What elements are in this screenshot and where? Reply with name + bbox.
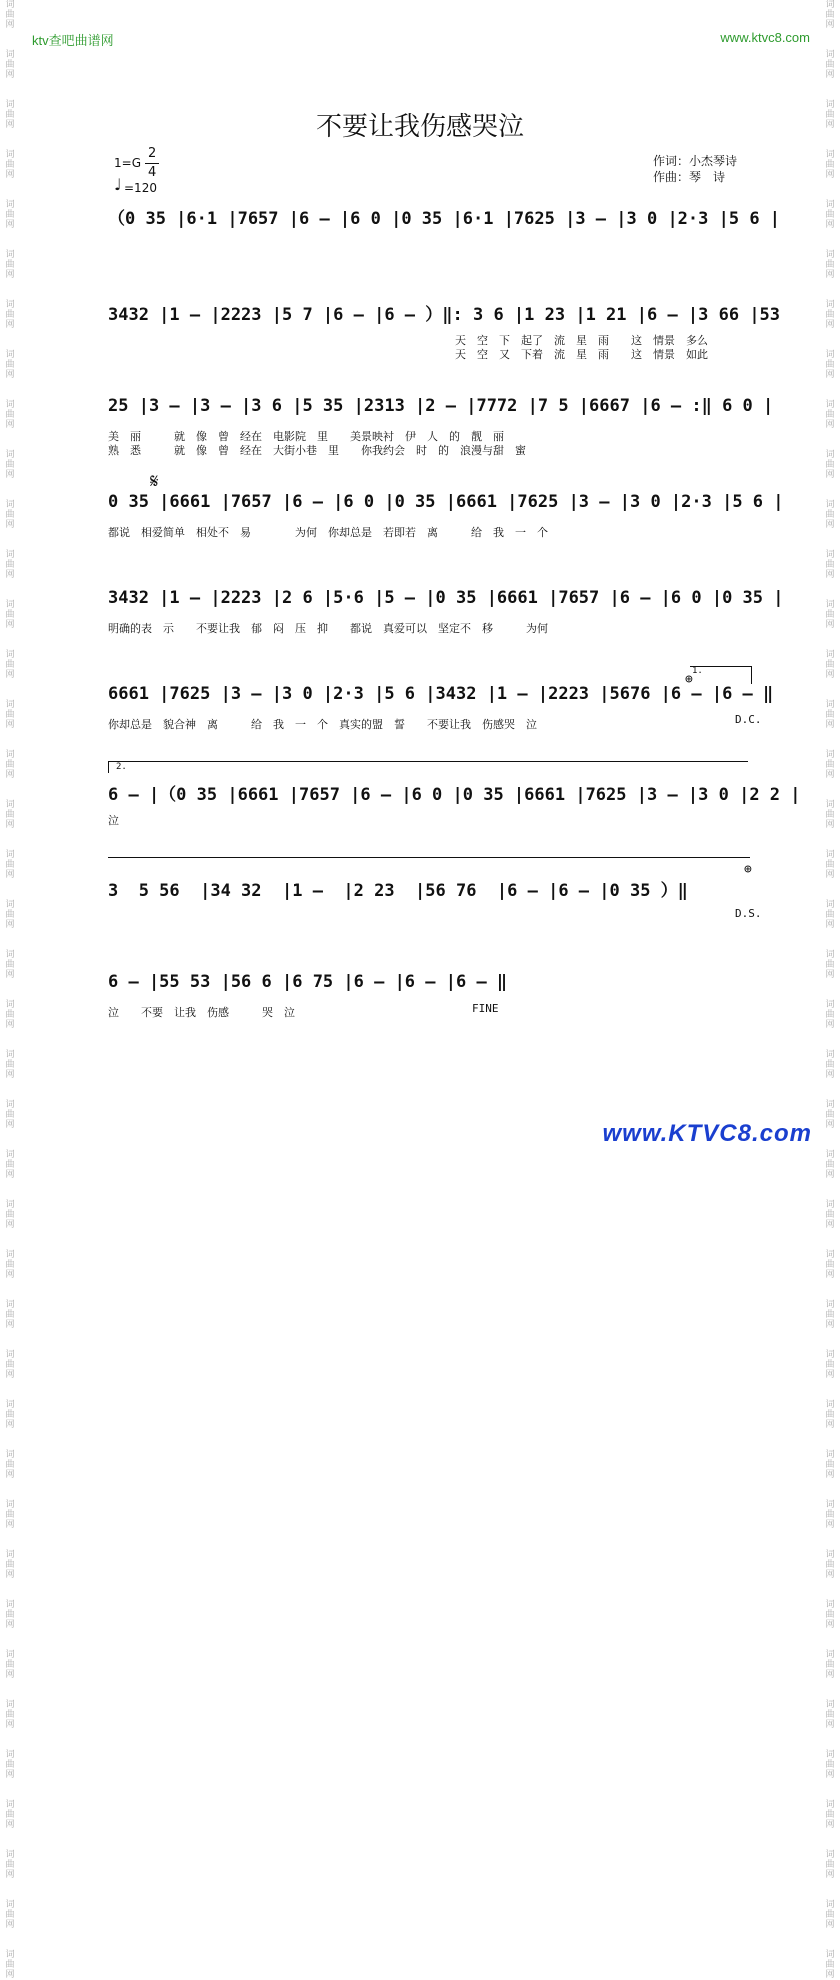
notes-row-3: 25 |3 – |3 – |3 6 |5 35 |2313 |2 – |7772 |7 5 |6667 |6 – :‖ 6 0 | xyxy=(108,396,774,416)
lyrics-row-3-line2: 熟 悉 就 像 曾 经在 大街小巷 里 你我约会 时 的 浪漫与甜 蜜 xyxy=(108,444,526,457)
time-sig-line xyxy=(145,163,159,164)
coda-icon-1: ⊕ xyxy=(685,672,693,687)
notes-row-8: 3 5 56 |34 32 |1 – |2 23 |56 76 |6 – |6 – |0 35 ）‖ xyxy=(108,881,688,901)
lyrics-row-5-line1: 明确的表 示 不要让我 郁 闷 压 抑 都说 真爱可以 坚定不 移 为何 xyxy=(108,622,548,635)
lyrics-row-9-line1: 泣 不要 让我 伤感 哭 泣 xyxy=(108,1006,295,1019)
ds-mark: D.S. xyxy=(735,907,762,920)
repeat-line xyxy=(108,857,750,858)
time-sig-bottom: 4 xyxy=(148,165,157,180)
fine-mark: FINE xyxy=(472,1002,499,1015)
volta1-label: 1. xyxy=(692,666,703,676)
notes-row-6: 6661 |7625 |3 – |3 0 |2·3 |5 6 |3432 |1 – |2223 |5676 |6 – |6 – ‖ xyxy=(108,684,774,704)
lyricist: 作词：小杰琴诗 xyxy=(653,154,738,168)
lyrics-row-6-line1: 你却总是 貌合神 离 给 我 一 个 真实的盟 誓 不要让我 伤感哭 泣 xyxy=(108,718,537,731)
key-signature: 1=G xyxy=(114,156,141,170)
notes-row-5: 3432 |1 – |2223 |2 6 |5·6 |5 – |0 35 |6661 |7657 |6 – |6 0 |0 35 | xyxy=(108,588,784,608)
notes-row-4: 0 35 |6661 |7657 |6 – |6 0 |0 35 |6661 |7625 |3 – |3 0 |2·3 |5 6 | xyxy=(108,492,784,512)
dc-mark: D.C. xyxy=(735,713,762,726)
side-watermark-left: 词 曲 网 词 曲 网 词 曲 网 词 曲 网 词 曲 网 词 曲 网 词 曲 网 词 曲 网 词 曲 网 词 曲 网 词 曲 网 词 曲 网 词 曲 网 词 曲 网 词 曲 网 词 曲 网 词 曲 网 词 曲 网 词 曲 网 词 曲 网 词 曲 网 词 曲 网 词 曲 网 词 曲 网 词 曲 网 词 曲 网 词 曲 网 词 曲 网 词 曲 网 词 曲 网 词 曲 网 词 曲 网 词 曲 网 词 曲 网 词 曲 网 词 曲 网 词 曲 网 词 曲 网 词 曲 网 词 曲 网 xyxy=(5,0,15,1980)
volta2-bracket xyxy=(108,761,748,762)
volta2-bracket-start xyxy=(108,761,109,773)
side-watermark-right: 词 曲 网 词 曲 网 词 曲 网 词 曲 网 词 曲 网 词 曲 网 词 曲 网 词 曲 网 词 曲 网 词 曲 网 词 曲 网 词 曲 网 词 曲 网 词 曲 网 词 曲 网 词 曲 网 词 曲 网 词 曲 网 词 曲 网 词 曲 网 词 曲 网 词 曲 网 词 曲 网 词 曲 网 词 曲 网 词 曲 网 词 曲 网 词 曲 网 词 曲 网 词 曲 网 词 曲 网 词 曲 网 词 曲 网 词 曲 网 词 曲 网 词 曲 网 词 曲 网 词 曲 网 词 曲 网 词 曲 网 xyxy=(825,0,835,1980)
coda-icon-2: ⊕ xyxy=(744,862,752,877)
lyrics-row-2-line1: 天 空 下 起了 流 星 雨 这 情景 多么 xyxy=(455,334,708,347)
notes-row-9: 6 – |55 53 |56 6 |6 75 |6 – |6 – |6 – ‖ xyxy=(108,972,508,992)
notes-row-1: （0 35 |6·1 |7657 |6 – |6 0 |0 35 |6·1 |7625 |3 – |3 0 |2·3 |5 6 | xyxy=(108,209,781,229)
segno-icon: 𝄋 xyxy=(150,469,159,493)
volta2-label: 2. xyxy=(116,762,127,772)
time-sig-top: 2 xyxy=(148,146,157,161)
lyrics-row-7-line1: 泣 xyxy=(108,814,119,827)
quarter-note-icon: ♩ xyxy=(114,175,122,194)
site-link-right[interactable]: www.ktvc8.com xyxy=(720,30,810,45)
tempo: =120 xyxy=(124,181,157,195)
lyrics-row-2-line2: 天 空 又 下着 流 星 雨 这 情景 如此 xyxy=(455,348,708,361)
lyrics-row-4-line1: 都说 相爱简单 相处不 易 为何 你却总是 若即若 离 给 我 一 个 xyxy=(108,526,548,539)
notes-row-7: 6 – |（0 35 |6661 |7657 |6 – |6 0 |0 35 |6661 |7625 |3 – |3 0 |2 2 | xyxy=(108,785,801,805)
footer-logo xyxy=(603,1120,812,1148)
lyrics-row-3-line1: 美 丽 就 像 曾 经在 电影院 里 美景映衬 伊 人 的 靓 丽 xyxy=(108,430,504,443)
credits xyxy=(653,153,737,185)
song-title: 不要让我伤感哭泣 xyxy=(315,112,524,142)
composer: 作曲：琴 诗 xyxy=(653,170,726,184)
footer-logo-text: www.KTVC8.com xyxy=(602,1120,812,1147)
notes-row-2: 3432 |1 – |2223 |5 7 |6 – |6 – ）‖: 3 6 |1 23 |1 21 |6 – |3 66 |53 xyxy=(108,305,781,325)
volta1-bracket-end xyxy=(751,666,752,684)
site-link-left[interactable]: ktv查吧曲谱网 xyxy=(32,33,114,48)
